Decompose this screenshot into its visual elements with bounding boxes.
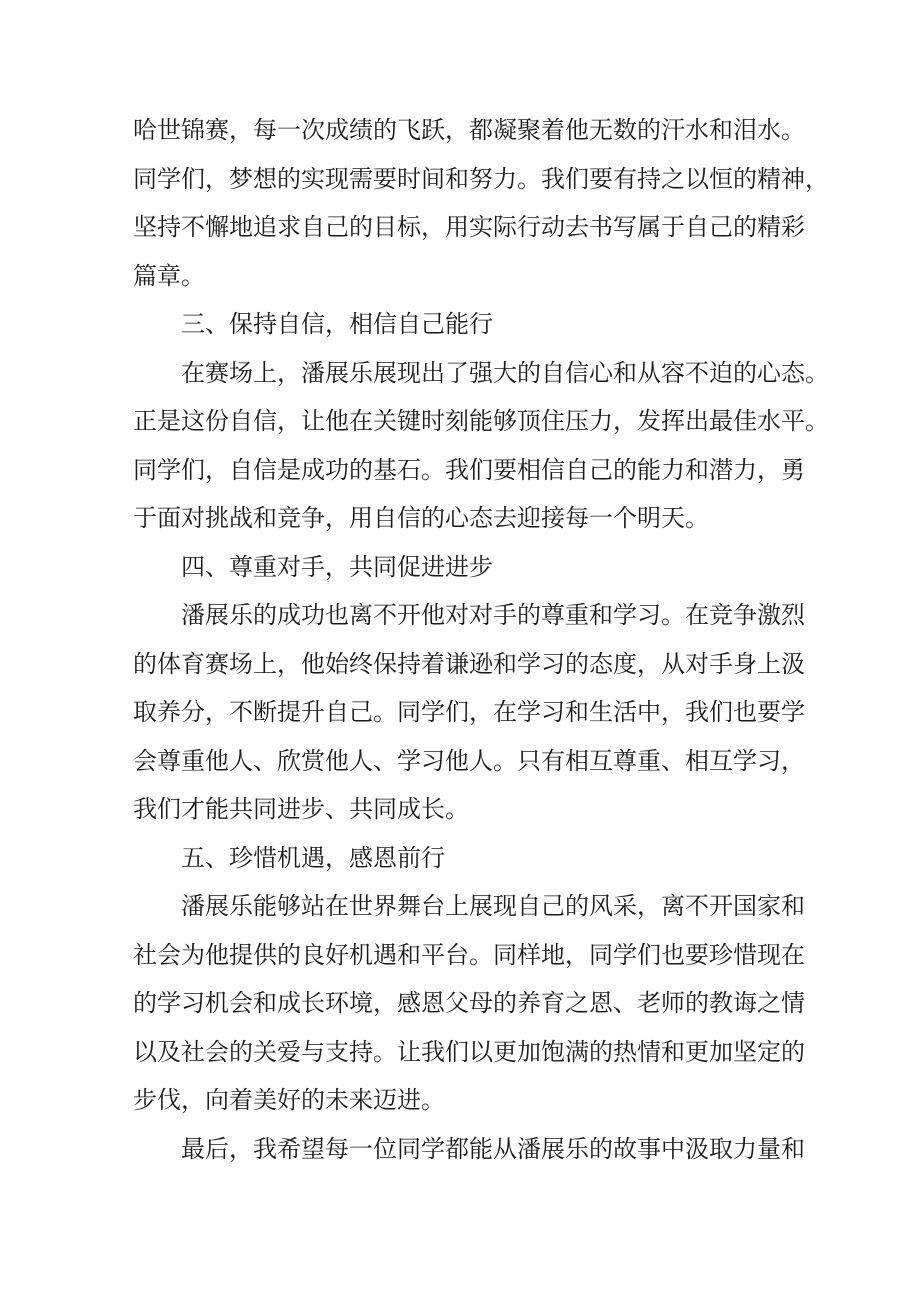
text-line: 会尊重他人、欣赏他人、学习他人。只有相互尊重、相互学习， [133, 746, 805, 775]
text-line: 我们才能共同进步、共同成长。 [133, 795, 469, 823]
text-line: 同学们，自信是成功的基石。我们要相信自己的能力和潜力，勇 [133, 455, 805, 484]
paragraph-first-line: 最后，我希望每一位同学都能从潘展乐的故事中汲取力量和 [181, 1134, 805, 1163]
paragraph-first-line: 潘展乐能够站在世界舞台上展现自己的风采，离不开国家和 [181, 892, 805, 920]
text-line: 于面对挑战和竞争，用自信的心态去迎接每一个明天。 [133, 504, 709, 532]
text-line: 的体育赛场上，他始终保持着谦逊和学习的态度，从对手身上汲 [133, 649, 805, 678]
text-line: 以及社会的关爱与支持。让我们以更加饱满的热情和更加坚定的 [133, 1037, 805, 1066]
text-line: 篇章。 [133, 261, 205, 290]
text-line: 坚持不懈地追求自己的目标，用实际行动去书写属于自己的精彩 [133, 213, 805, 241]
text-line: 取养分，不断提升自己。同学们，在学习和生活中，我们也要学 [133, 698, 805, 726]
text-line: 正是这份自信，让他在关键时刻能够顶住压力，发挥出最佳水平。 [133, 407, 829, 435]
text-line: 同学们，梦想的实现需要时间和努力。我们要有持之以恒的精神， [133, 164, 829, 193]
paragraph-first-line: 在赛场上，潘展乐展现出了强大的自信心和从容不迫的心态。 [181, 358, 829, 387]
text-line: 的学习机会和成长环境，感恩父母的养育之恩、老师的教诲之情 [133, 989, 805, 1017]
text-line: 哈世锦赛，每一次成绩的飞跃，都凝聚着他无数的汗水和泪水。 [133, 116, 805, 144]
document-body [133, 106, 829, 1173]
section-heading: 五、珍惜机遇，感恩前行 [181, 843, 445, 872]
section-heading: 三、保持自信，相信自己能行 [181, 310, 493, 338]
paragraph-first-line: 潘展乐的成功也离不开他对对手的尊重和学习。在竞争激烈 [181, 601, 805, 629]
text-line: 社会为他提供的良好机遇和平台。同样地，同学们也要珍惜现在 [133, 940, 805, 969]
text-line: 步伐，向着美好的未来迈进。 [133, 1086, 445, 1114]
section-heading: 四、尊重对手，共同促进进步 [181, 552, 493, 581]
